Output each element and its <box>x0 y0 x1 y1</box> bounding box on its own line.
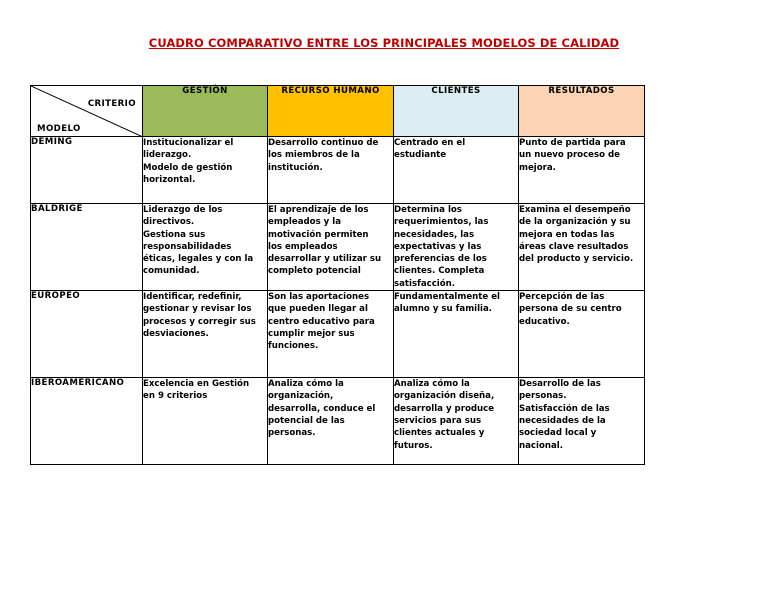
column-header-gestion: GESTIÒN <box>143 86 268 137</box>
cell-europeo-recurso-humano: Son las aportaciones que pueden llegar al centro educativo para cumplir mejor sus funciones. <box>268 291 394 378</box>
cell-baldrige-gestion: Liderazgo de los directivos. Gestiona sus responsabilidades éticas, legales y con la comunidad. <box>143 204 268 291</box>
column-header-recurso-humano: RECURSO HUMANO <box>268 86 394 137</box>
cell-baldrige-clientes: Determina los requerimientos, las necesidades, las expectativas y las preferencias de los clientes. Completa satisfacción. <box>394 204 519 291</box>
cell-iberoamericano-recurso-humano: Analiza cómo la organización, desarrolla, conduce el potencial de las personas. <box>268 378 394 465</box>
table-row-baldrige <box>31 204 645 291</box>
column-header-resultados: RESULTADOS <box>519 86 645 137</box>
cell-iberoamericano-clientes: Analiza cómo la organización diseña, desarrolla y produce servicios para sus clientes actuales y futuros. <box>394 378 519 465</box>
cell-europeo-resultados: Percepción de las persona de su centro educativo. <box>519 291 645 378</box>
cell-deming-gestion: Institucionalizar el liderazgo. Modelo de gestión horizontal. <box>143 137 268 204</box>
cell-europeo-clientes: Fundamentalmente el alumno y su familia. <box>394 291 519 378</box>
cell-baldrige-recurso-humano: El aprendizaje de los empleados y la motivación permiten los empleados desarrollar y utilizar su completo potencial <box>268 204 394 291</box>
cell-deming-clientes: Centrado en el estudiante <box>394 137 519 204</box>
cell-europeo-gestion: Identificar, redefinir, gestionar y revisar los procesos y corregir sus desviaciones. <box>143 291 268 378</box>
cell-deming-resultados: Punto de partida para un nuevo proceso de mejora. <box>519 137 645 204</box>
document-title: CUADRO COMPARATIVO ENTRE LOS PRINCIPALES MODELOS DE CALIDAD <box>148 36 620 50</box>
row-label-iberoamericano: IBEROAMERICANO <box>31 378 143 465</box>
comparison-table <box>30 85 645 465</box>
table-row-europeo <box>31 291 645 378</box>
cell-baldrige-resultados: Examina el desempeño de la organización y su mejora en todas las áreas clave resultados del producto y servicio. <box>519 204 645 291</box>
row-label-deming: DEMING <box>31 137 143 204</box>
table-row-deming <box>31 137 645 204</box>
corner-header-cell <box>31 86 143 137</box>
table-row-iberoamericano <box>31 378 645 465</box>
row-label-europeo: EUROPEO <box>31 291 143 378</box>
criterio-label: CRITERIO <box>87 99 136 109</box>
cell-iberoamericano-resultados: Desarrollo de las personas. Satisfacción de las necesidades de la sociedad local y nacional. <box>519 378 645 465</box>
cell-deming-recurso-humano: Desarrollo continuo de los miembros de la institución. <box>268 137 394 204</box>
header-row <box>31 86 645 137</box>
cell-iberoamericano-gestion: Excelencia en Gestión en 9 criterios <box>143 378 268 465</box>
modelo-label: MODELO <box>37 124 81 134</box>
row-label-baldrige: BALDRIGE <box>31 204 143 291</box>
column-header-clientes: CLIENTES <box>394 86 519 137</box>
